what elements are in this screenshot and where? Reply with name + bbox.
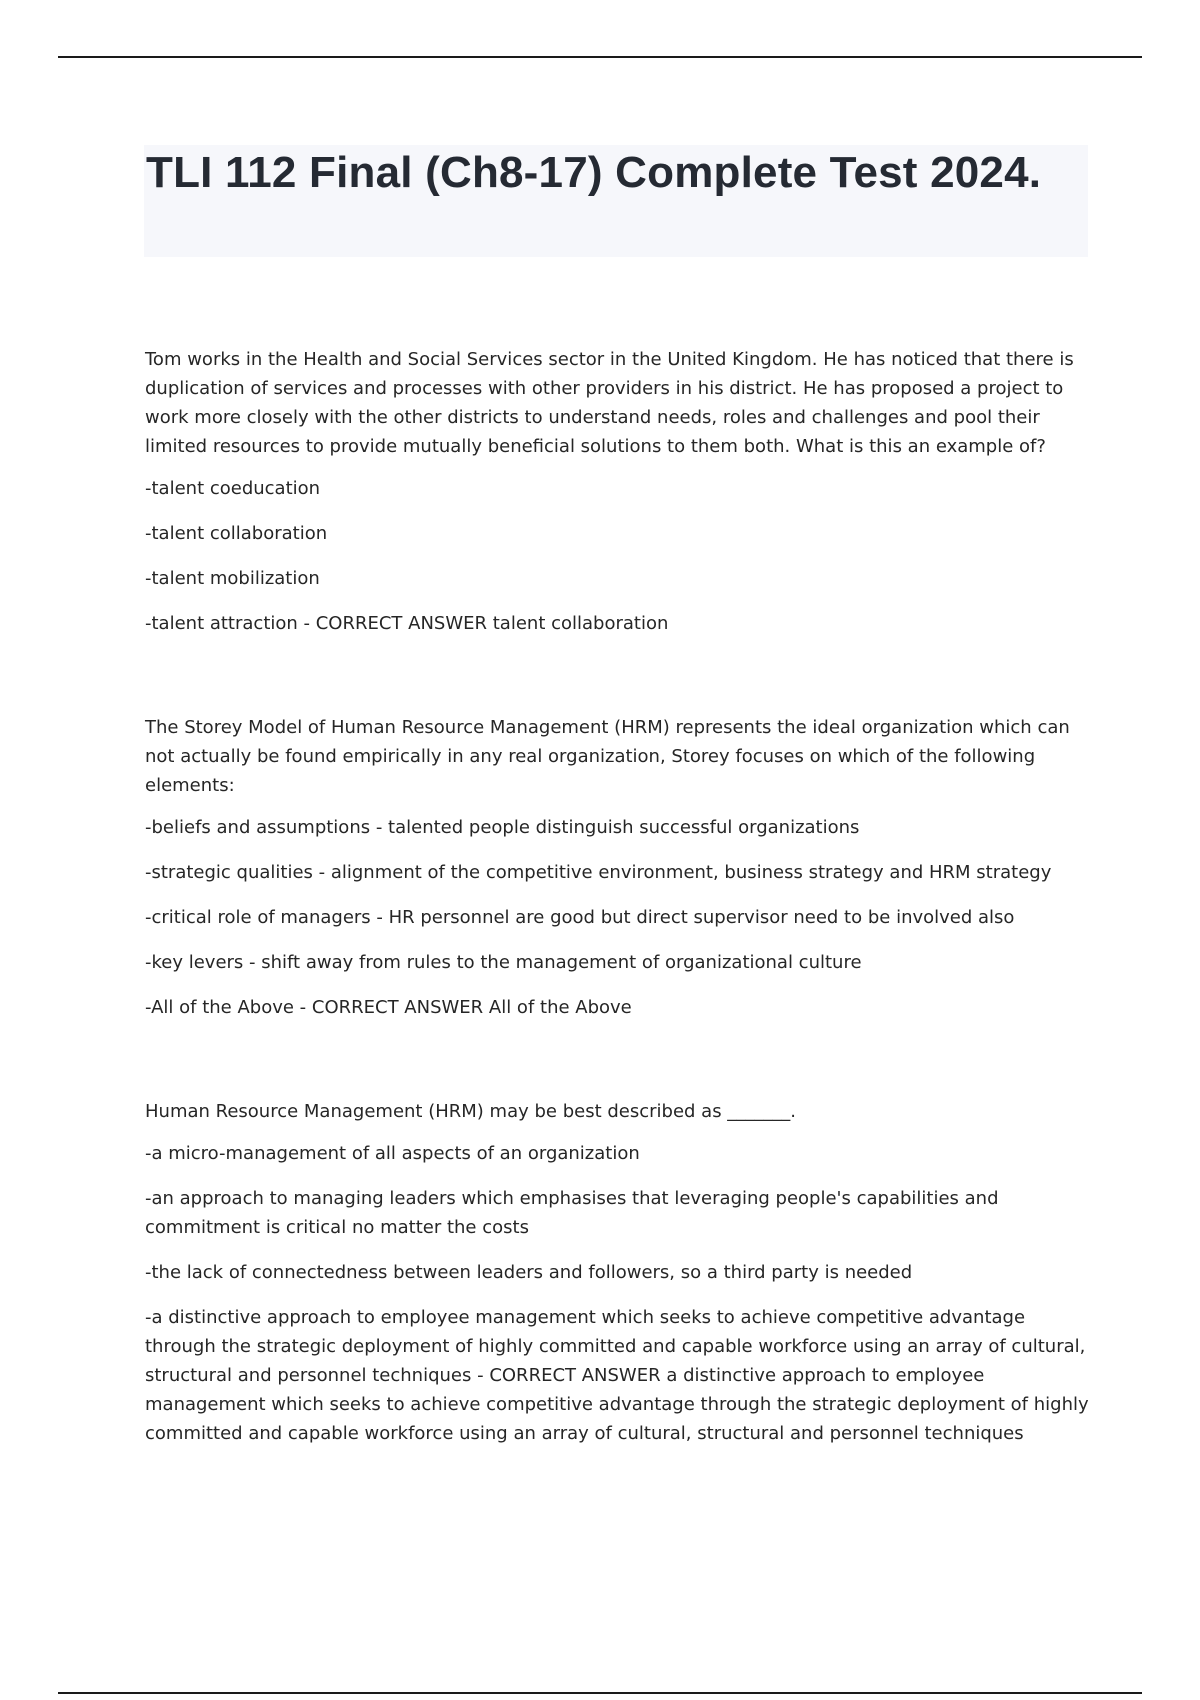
question-block-2 <box>145 713 1090 1022</box>
answer-option-correct: -a distinctive approach to employee management which seeks to achieve competitive advantage through the strategic deployment of highly committed and capable workforce using an array of cultural, structural and personnel techniques - CORRECT ANSWER a distinctive approach to employee management which seeks to achieve competitive advantage through the strategic deployment of highly committed and capable workforce using an array of cultural, structural and personnel techniques <box>145 1307 1089 1444</box>
question-block-1 <box>145 345 1090 638</box>
answer-option: -strategic qualities - alignment of the competitive environment, business strategy and HRM strategy <box>145 862 1052 883</box>
question-list <box>145 345 1090 1464</box>
answer-option: -talent mobilization <box>145 568 320 589</box>
question-prompt: The Storey Model of Human Resource Management (HRM) represents the ideal organization which can not actually be found empirically in any real organization, Storey focuses on which of the following elements: <box>145 717 1070 796</box>
answer-option: -a micro-management of all aspects of an organization <box>145 1143 640 1164</box>
page-title: TLI 112 Final (Ch8-17) Complete Test 2024. <box>146 148 1042 197</box>
answer-option: -key levers - shift away from rules to the management of organizational culture <box>145 952 862 973</box>
answer-option-correct: -All of the Above - CORRECT ANSWER All of the Above <box>145 997 632 1018</box>
answer-option-correct: -talent attraction - CORRECT ANSWER talent collaboration <box>145 613 669 634</box>
question-prompt: Human Resource Management (HRM) may be best described as _______. <box>145 1101 797 1122</box>
question-block-3 <box>145 1097 1090 1448</box>
answer-option: -beliefs and assumptions - talented people distinguish successful organizations <box>145 817 860 838</box>
title-banner <box>144 145 1088 257</box>
answer-option: -critical role of managers - HR personnel are good but direct supervisor need to be involved also <box>145 907 1015 928</box>
answer-option: -an approach to managing leaders which emphasises that leveraging people's capabilities and commitment is critical no matter the costs <box>145 1188 999 1238</box>
question-prompt: Tom works in the Health and Social Services sector in the United Kingdom. He has noticed that there is duplication of services and processes with other providers in his district. He has proposed a project to work more closely with the other districts to understand needs, roles and challenges and pool their limited resources to provide mutually beneficial solutions to them both. What is this an example of? <box>145 349 1074 457</box>
bottom-divider <box>58 1692 1142 1694</box>
answer-option: -talent collaboration <box>145 523 328 544</box>
top-divider <box>58 56 1142 58</box>
answer-option: -the lack of connectedness between leaders and followers, so a third party is needed <box>145 1262 913 1283</box>
answer-option: -talent coeducation <box>145 478 321 499</box>
